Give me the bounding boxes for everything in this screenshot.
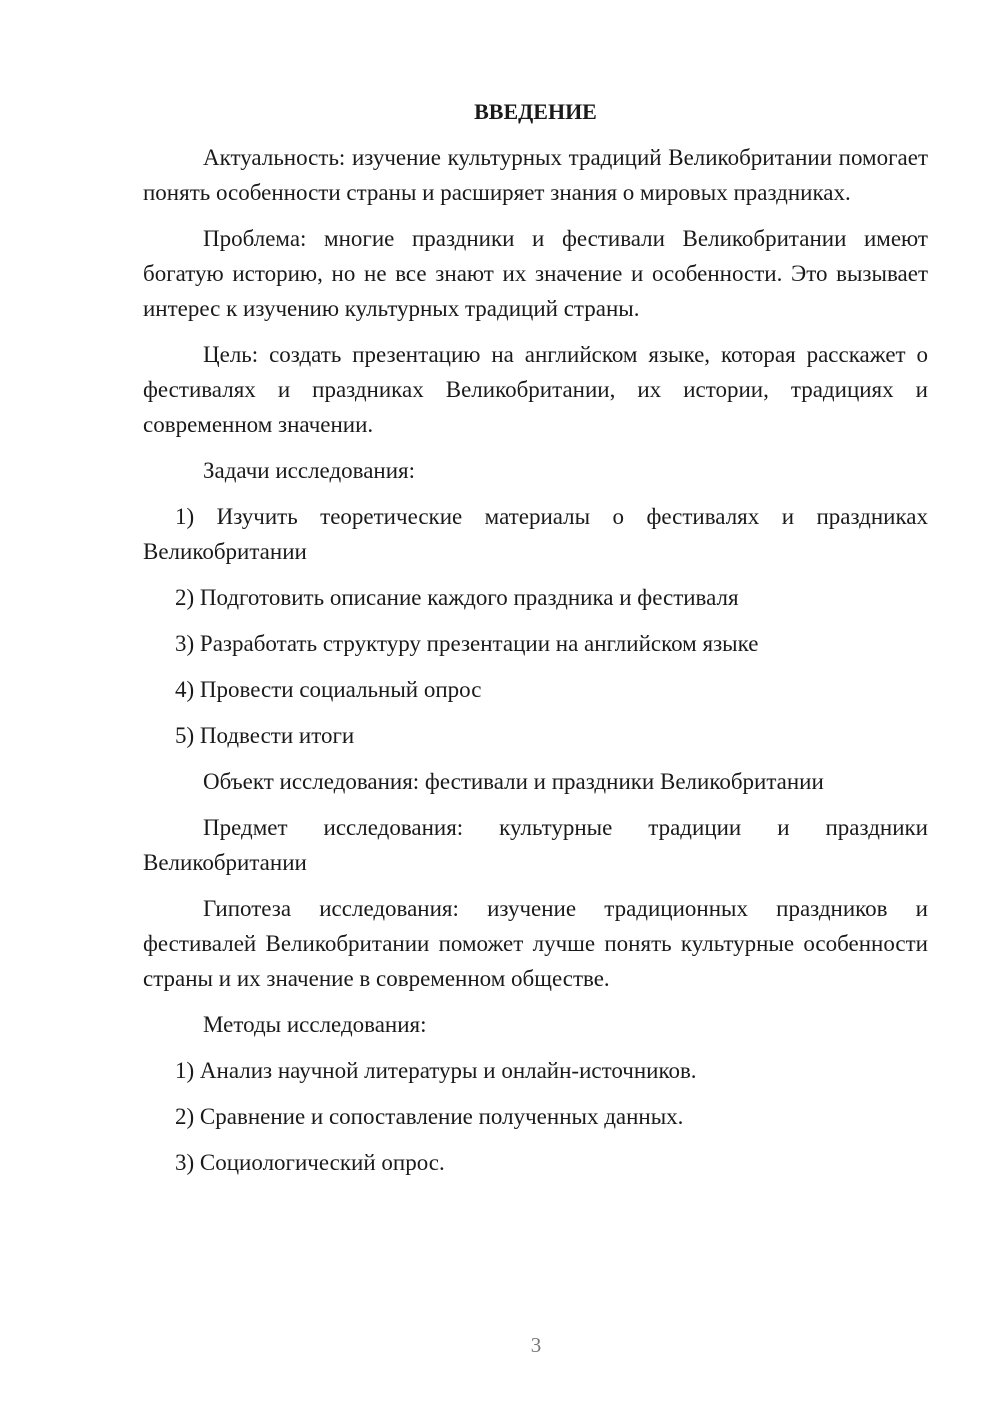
- object-paragraph: Объект исследования: фестивали и праздники Великобритании: [203, 769, 824, 794]
- subject-paragraph: Предмет исследования: культурные традиции и праздники Великобритании: [143, 815, 928, 875]
- method-item: 2) Сравнение и сопоставление полученных данных.: [175, 1104, 684, 1129]
- task-item: 4) Провести социальный опрос: [175, 677, 482, 702]
- relevance-paragraph: Актуальность: изучение культурных традиций Великобритании помогает понять особенности страны и расширяет знания о мировых праздниках.: [143, 145, 928, 205]
- task-item: 1) Изучить теоретические материалы о фестивалях и праздниках Великобритании: [143, 504, 928, 564]
- page-number: 3: [530, 1333, 542, 1357]
- problem-paragraph: Проблема: многие праздники и фестивали Великобритании имеют богатую историю, но не все знают их значение и особенности. Это вызывает интерес к изучению культурных традиций страны.: [143, 226, 928, 321]
- method-item: 1) Анализ научной литературы и онлайн-источников.: [175, 1058, 697, 1083]
- task-item: 2) Подготовить описание каждого праздника и фестиваля: [175, 585, 739, 610]
- document-body: [143, 94, 928, 1191]
- task-item: 3) Разработать структуру презентации на английском языке: [175, 631, 759, 656]
- goal-paragraph: Цель: создать презентацию на английском языке, которая расскажет о фестивалях и праздниках Великобритании, их истории, традициях и современном значении.: [143, 342, 928, 437]
- hypothesis-paragraph: Гипотеза исследования: изучение традиционных праздников и фестивалей Великобритании поможет лучше понять культурные особенности страны и их значение в современном обществе.: [143, 896, 928, 991]
- task-item: 5) Подвести итоги: [175, 723, 355, 748]
- methods-title: Методы исследования:: [203, 1012, 427, 1037]
- section-heading: ВВЕДЕНИЕ: [474, 99, 597, 124]
- tasks-title: Задачи исследования:: [203, 458, 416, 483]
- method-item: 3) Социологический опрос.: [175, 1150, 445, 1175]
